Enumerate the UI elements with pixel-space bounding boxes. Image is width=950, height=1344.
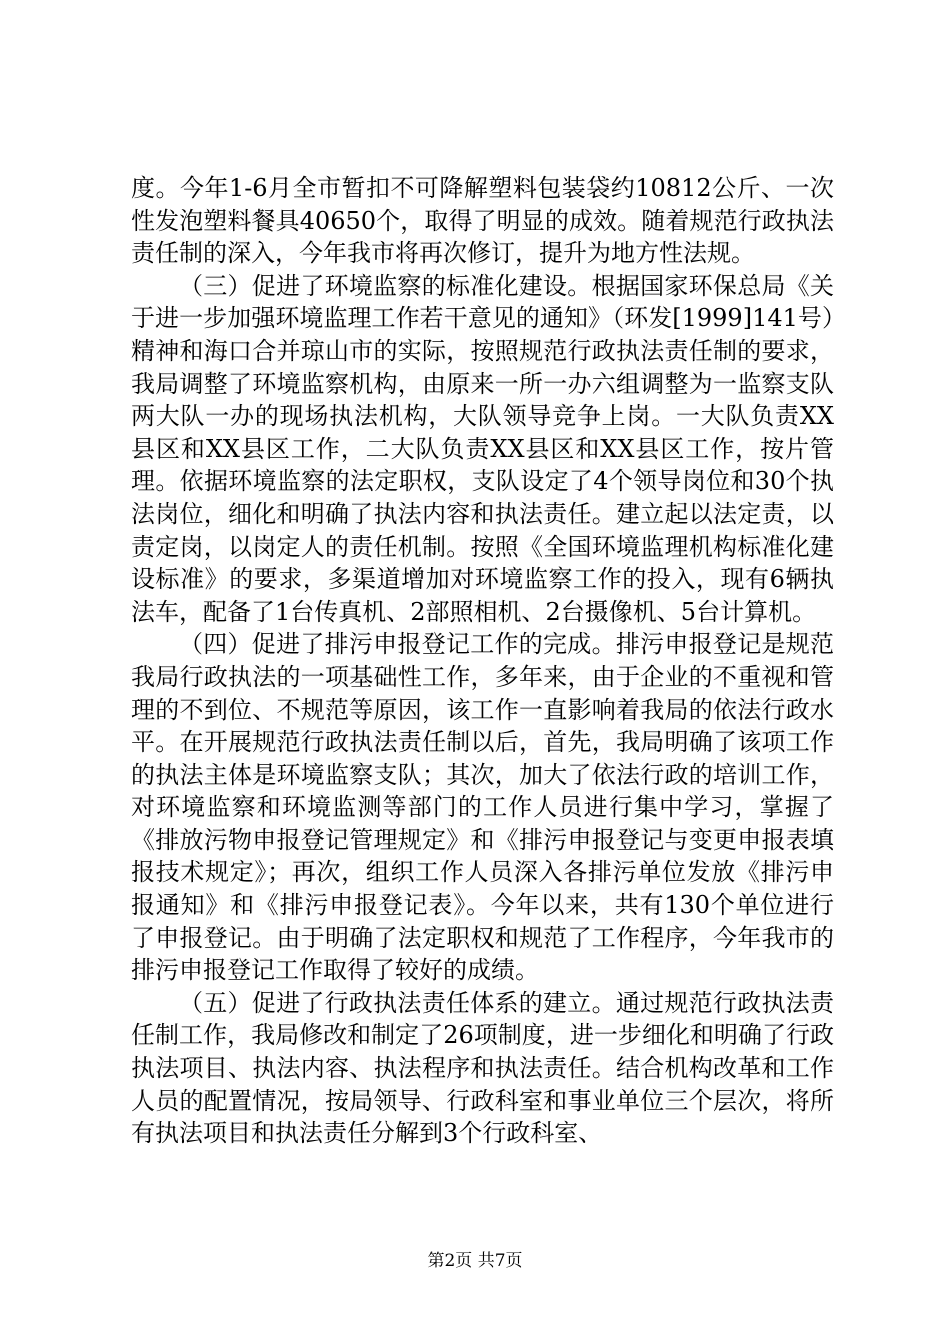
page-footer: 第2页 共7页: [427, 1251, 523, 1271]
paragraph-3: （四）促进了排污申报登记工作的完成。排污申报登记是规范我局行政执法的一项基础性工作，多年来，由于企业的不重视和管理的不到位、不规范等原因，该工作一直影响着我局的依法行政水平。在开展规范行政执法责任制以后，首先，我局明确了该项工作的执法主体是环境监察支队；其次，加大了依法行政的培训工作，对环境监察和环境监测等部门的工作人员进行集中学习，掌握了《排放污物申报登记管理规定》和《排污申报登记与变更申报表填报技术规定》；再次，组织工作人员深入各排污单位发放《排污申报通知》和《排污申报登记表》。今年以来，共有130个单位进行了申报登记。由于明确了法定职权和规范了工作程序，今年我市的排污申报登记工作取得了较好的成绩。: [131, 630, 834, 985]
document-body: [131, 172, 834, 1150]
paragraph-4: （五）促进了行政执法责任体系的建立。通过规范行政执法责任制工作，我局修改和制定了26项制度，进一步细化和明确了行政执法项目、执法内容、执法程序和执法责任。结合机构改革和工作人员的配置情况，按局领导、行政科室和事业单位三个层次，将所有执法项目和执法责任分解到3个行政科室、: [131, 988, 834, 1148]
paragraph-1: 度。今年1-6月全市暂扣不可降解塑料包装袋约10812公斤、一次性发泡塑料餐具40650个，取得了明显的成效。随着规范行政执法责任制的深入，今年我市将再次修订，提升为地方性法规。: [131, 174, 834, 268]
paragraph-2: （三）促进了环境监察的标准化建设。根据国家环保总局《关于进一步加强环境监理工作若干意见的通知》（环发[1999]141号）精神和海口合并琼山市的实际，按照规范行政执法责任制的要求，我局调整了环境监察机构，由原来一所一办六组调整为一监察支队两大队一办的现场执法机构，大队领导竞争上岗。一大队负责XX县区和XX县区工作，二大队负责XX县区和XX县区工作，按片管理。依据环境监察的法定职权，支队设定了4个领导岗位和30个执法岗位，细化和明确了执法内容和执法责任。建立起以法定责，以责定岗，以岗定人的责任机制。按照《全国环境监理机构标准化建设标准》的要求，多渠道增加对环境监察工作的投入，现有6辆执法车，配备了1台传真机、2部照相机、2台摄像机、5台计算机。: [131, 271, 834, 626]
